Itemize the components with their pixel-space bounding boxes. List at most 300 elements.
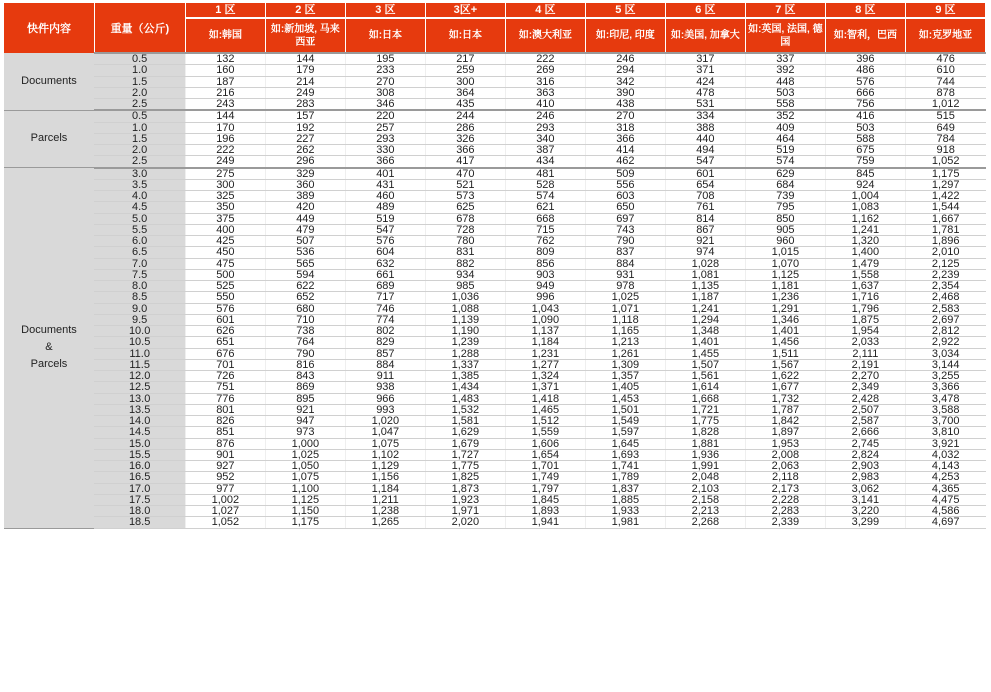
weight-cell: 17.0 <box>94 483 185 494</box>
table-row <box>4 483 986 494</box>
price-cell: 2,125 <box>905 258 985 269</box>
price-cell: 1,732 <box>745 393 825 404</box>
price-cell: 515 <box>905 110 985 122</box>
price-cell: 715 <box>505 224 585 235</box>
zone-1-header: 1 区 <box>185 3 265 18</box>
price-cell: 366 <box>585 133 665 144</box>
table-body <box>4 53 986 528</box>
price-cell: 1,052 <box>905 156 985 168</box>
weight-cell: 17.5 <box>94 494 185 505</box>
weight-cell: 12.5 <box>94 382 185 393</box>
price-cell: 330 <box>345 145 425 156</box>
table-row <box>4 99 986 111</box>
price-cell: 1,532 <box>425 404 505 415</box>
price-cell: 2,268 <box>665 517 745 528</box>
price-cell: 1,320 <box>825 236 905 247</box>
price-cell: 882 <box>425 258 505 269</box>
price-cell: 1,936 <box>665 449 745 460</box>
price-cell: 375 <box>185 213 265 224</box>
weight-cell: 11.0 <box>94 348 185 359</box>
price-cell: 2,507 <box>825 404 905 415</box>
price-cell: 550 <box>185 292 265 303</box>
table-row <box>4 213 986 224</box>
price-cell: 1,422 <box>905 191 985 202</box>
price-cell: 410 <box>505 99 585 111</box>
price-cell: 500 <box>185 269 265 280</box>
price-cell: 814 <box>665 213 745 224</box>
table-row <box>4 371 986 382</box>
price-cell: 1,893 <box>505 506 585 517</box>
price-cell: 363 <box>505 87 585 98</box>
price-cell: 1,346 <box>745 314 825 325</box>
zone-5-header: 5 区 <box>585 3 665 18</box>
weight-cell: 6.5 <box>94 247 185 258</box>
price-cell: 884 <box>345 359 425 370</box>
price-cell: 325 <box>185 191 265 202</box>
price-cell: 1,749 <box>505 472 585 483</box>
price-cell: 1,125 <box>265 494 345 505</box>
price-cell: 1,456 <box>745 337 825 348</box>
price-cell: 1,727 <box>425 449 505 460</box>
weight-cell: 15.0 <box>94 438 185 449</box>
price-cell: 1,118 <box>585 314 665 325</box>
price-cell: 2,283 <box>745 506 825 517</box>
price-cell: 1,954 <box>825 326 905 337</box>
table-row <box>4 404 986 415</box>
weight-cell: 16.5 <box>94 472 185 483</box>
price-cell: 1,567 <box>745 359 825 370</box>
price-cell: 2,339 <box>745 517 825 528</box>
price-cell: 1,027 <box>185 506 265 517</box>
price-cell: 2,118 <box>745 472 825 483</box>
price-cell: 1,606 <box>505 438 585 449</box>
price-cell: 826 <box>185 416 265 427</box>
price-cell: 903 <box>505 269 585 280</box>
price-cell: 340 <box>505 133 585 144</box>
price-cell: 761 <box>665 202 745 213</box>
price-cell: 300 <box>185 179 265 190</box>
price-cell: 286 <box>425 122 505 133</box>
price-cell: 521 <box>425 179 505 190</box>
price-cell: 1,088 <box>425 303 505 314</box>
zone-7-example: 如:英国, 法国, 德国 <box>745 18 825 53</box>
price-cell: 1,100 <box>265 483 345 494</box>
price-cell: 352 <box>745 110 825 122</box>
price-cell: 1,479 <box>825 258 905 269</box>
price-cell: 3,220 <box>825 506 905 517</box>
price-cell: 519 <box>745 145 825 156</box>
price-cell: 1,175 <box>265 517 345 528</box>
price-cell: 1,025 <box>265 449 345 460</box>
table-row <box>4 168 986 180</box>
price-cell: 949 <box>505 281 585 292</box>
price-cell: 387 <box>505 145 585 156</box>
price-cell: 744 <box>905 76 985 87</box>
price-cell: 728 <box>425 224 505 235</box>
price-cell: 1,597 <box>585 427 665 438</box>
price-cell: 1,324 <box>505 371 585 382</box>
price-cell: 1,933 <box>585 506 665 517</box>
price-cell: 2,354 <box>905 281 985 292</box>
price-cell: 262 <box>265 145 345 156</box>
price-cell: 746 <box>345 303 425 314</box>
zone-2-example: 如:新加坡, 马来西亚 <box>265 18 345 53</box>
price-cell: 464 <box>745 133 825 144</box>
price-cell: 795 <box>745 202 825 213</box>
category-label: Parcels <box>30 358 68 371</box>
table-row <box>4 449 986 460</box>
price-cell: 1,549 <box>585 416 665 427</box>
weight-cell: 15.5 <box>94 449 185 460</box>
price-cell: 689 <box>345 281 425 292</box>
table-row <box>4 65 986 76</box>
price-cell: 401 <box>345 168 425 180</box>
table-row <box>4 416 986 427</box>
weight-cell: 6.0 <box>94 236 185 247</box>
price-cell: 985 <box>425 281 505 292</box>
price-cell: 2,063 <box>745 461 825 472</box>
price-cell: 603 <box>585 191 665 202</box>
price-cell: 346 <box>345 99 425 111</box>
price-cell: 574 <box>745 156 825 168</box>
price-cell: 911 <box>345 371 425 382</box>
price-cell: 776 <box>185 393 265 404</box>
price-cell: 1,162 <box>825 213 905 224</box>
price-cell: 1,465 <box>505 404 585 415</box>
price-cell: 1,837 <box>585 483 665 494</box>
price-cell: 1,434 <box>425 382 505 393</box>
zone-9-example: 如:克罗地亚 <box>905 18 985 53</box>
price-cell: 196 <box>185 133 265 144</box>
price-cell: 676 <box>185 348 265 359</box>
price-cell: 187 <box>185 76 265 87</box>
price-cell: 417 <box>425 156 505 168</box>
price-cell: 739 <box>745 191 825 202</box>
price-cell: 1,357 <box>585 371 665 382</box>
category-cell <box>4 110 95 167</box>
price-cell: 726 <box>185 371 265 382</box>
price-cell: 1,000 <box>265 438 345 449</box>
price-cell: 1,581 <box>425 416 505 427</box>
table-row <box>4 461 986 472</box>
zone-7-header: 7 区 <box>745 3 825 18</box>
category-header: 快件内容 <box>4 3 95 53</box>
price-cell: 1,716 <box>825 292 905 303</box>
price-cell: 1,873 <box>425 483 505 494</box>
price-cell: 947 <box>265 416 345 427</box>
zone-3plus-example: 如:日本 <box>425 18 505 53</box>
price-cell: 1,453 <box>585 393 665 404</box>
price-cell: 1,789 <box>585 472 665 483</box>
table-row <box>4 506 986 517</box>
price-cell: 784 <box>905 133 985 144</box>
price-cell: 2,033 <box>825 337 905 348</box>
price-cell: 1,455 <box>665 348 745 359</box>
price-cell: 1,825 <box>425 472 505 483</box>
price-cell: 1,211 <box>345 494 425 505</box>
price-cell: 317 <box>665 53 745 65</box>
price-cell: 270 <box>345 76 425 87</box>
price-cell: 364 <box>425 87 505 98</box>
weight-cell: 16.0 <box>94 461 185 472</box>
table-row <box>4 156 986 168</box>
price-cell: 1,881 <box>665 438 745 449</box>
price-cell: 743 <box>585 224 665 235</box>
category-label: Parcels <box>30 132 68 145</box>
price-cell: 1,614 <box>665 382 745 393</box>
price-cell: 435 <box>425 99 505 111</box>
price-cell: 710 <box>265 314 345 325</box>
price-cell: 576 <box>825 76 905 87</box>
weight-cell: 3.0 <box>94 168 185 180</box>
price-cell: 294 <box>585 65 665 76</box>
price-cell: 1,797 <box>505 483 585 494</box>
price-cell: 1,012 <box>905 99 985 111</box>
price-cell: 1,741 <box>585 461 665 472</box>
price-cell: 1,184 <box>505 337 585 348</box>
price-cell: 2,103 <box>665 483 745 494</box>
price-cell: 601 <box>665 168 745 180</box>
price-cell: 878 <box>905 87 985 98</box>
price-cell: 901 <box>185 449 265 460</box>
price-cell: 3,810 <box>905 427 985 438</box>
price-cell: 1,137 <box>505 326 585 337</box>
price-cell: 296 <box>265 156 345 168</box>
table-row <box>4 133 986 144</box>
price-cell: 470 <box>425 168 505 180</box>
price-cell: 1,897 <box>745 427 825 438</box>
price-cell: 1,150 <box>265 506 345 517</box>
price-cell: 1,081 <box>665 269 745 280</box>
price-cell: 1,102 <box>345 449 425 460</box>
price-cell: 2,213 <box>665 506 745 517</box>
price-cell: 1,297 <box>905 179 985 190</box>
weight-cell: 0.5 <box>94 53 185 65</box>
price-cell: 1,213 <box>585 337 665 348</box>
price-cell: 790 <box>585 236 665 247</box>
price-cell: 604 <box>345 247 425 258</box>
zone-8-example: 如:智利，巴西 <box>825 18 905 53</box>
price-cell: 918 <box>905 145 985 156</box>
weight-cell: 1.0 <box>94 122 185 133</box>
price-cell: 2,191 <box>825 359 905 370</box>
weight-cell: 10.5 <box>94 337 185 348</box>
price-cell: 1,190 <box>425 326 505 337</box>
zone-9-header: 9 区 <box>905 3 985 18</box>
price-cell: 701 <box>185 359 265 370</box>
price-cell: 1,483 <box>425 393 505 404</box>
price-cell: 927 <box>185 461 265 472</box>
weight-cell: 5.0 <box>94 213 185 224</box>
price-cell: 366 <box>345 156 425 168</box>
weight-cell: 13.0 <box>94 393 185 404</box>
weight-cell: 9.5 <box>94 314 185 325</box>
price-cell: 1,181 <box>745 281 825 292</box>
price-cell: 1,654 <box>505 449 585 460</box>
table-row <box>4 438 986 449</box>
price-cell: 160 <box>185 65 265 76</box>
table-row <box>4 382 986 393</box>
price-cell: 780 <box>425 236 505 247</box>
price-cell: 1,953 <box>745 438 825 449</box>
price-cell: 222 <box>185 145 265 156</box>
price-cell: 329 <box>265 168 345 180</box>
price-cell: 1,629 <box>425 427 505 438</box>
price-cell: 2,428 <box>825 393 905 404</box>
price-cell: 625 <box>425 202 505 213</box>
price-cell: 931 <box>585 269 665 280</box>
price-cell: 1,885 <box>585 494 665 505</box>
table-header <box>4 3 986 53</box>
price-cell: 157 <box>265 110 345 122</box>
price-cell: 1,002 <box>185 494 265 505</box>
price-cell: 1,309 <box>585 359 665 370</box>
price-cell: 478 <box>665 87 745 98</box>
price-cell: 222 <box>505 53 585 65</box>
zone-8-header: 8 区 <box>825 3 905 18</box>
price-cell: 1,622 <box>745 371 825 382</box>
price-cell: 1,677 <box>745 382 825 393</box>
price-cell: 1,559 <box>505 427 585 438</box>
price-cell: 1,043 <box>505 303 585 314</box>
price-cell: 392 <box>745 65 825 76</box>
weight-cell: 1.0 <box>94 65 185 76</box>
table-row <box>4 87 986 98</box>
price-cell: 227 <box>265 133 345 144</box>
weight-cell: 5.5 <box>94 224 185 235</box>
price-cell: 509 <box>585 168 665 180</box>
price-cell: 1,787 <box>745 404 825 415</box>
price-cell: 1,241 <box>665 303 745 314</box>
table-row <box>4 337 986 348</box>
price-cell: 2,697 <box>905 314 985 325</box>
zone-2-header: 2 区 <box>265 3 345 18</box>
price-cell: 4,475 <box>905 494 985 505</box>
price-cell: 960 <box>745 236 825 247</box>
table-row <box>4 224 986 235</box>
price-cell: 1,512 <box>505 416 585 427</box>
price-cell: 416 <box>825 110 905 122</box>
price-cell: 652 <box>265 292 345 303</box>
price-cell: 921 <box>665 236 745 247</box>
price-cell: 2,239 <box>905 269 985 280</box>
price-cell: 1,231 <box>505 348 585 359</box>
price-cell: 440 <box>665 133 745 144</box>
price-cell: 1,175 <box>905 168 985 180</box>
price-cell: 1,075 <box>265 472 345 483</box>
price-cell: 1,679 <box>425 438 505 449</box>
price-cell: 573 <box>425 191 505 202</box>
price-cell: 396 <box>825 53 905 65</box>
price-cell: 3,700 <box>905 416 985 427</box>
price-cell: 144 <box>265 53 345 65</box>
price-cell: 1,418 <box>505 393 585 404</box>
price-cell: 1,828 <box>665 427 745 438</box>
price-cell: 507 <box>265 236 345 247</box>
price-cell: 829 <box>345 337 425 348</box>
price-cell: 1,845 <box>505 494 585 505</box>
weight-cell: 1.5 <box>94 133 185 144</box>
price-cell: 400 <box>185 224 265 235</box>
price-cell: 594 <box>265 269 345 280</box>
price-cell: 350 <box>185 202 265 213</box>
price-cell: 651 <box>185 337 265 348</box>
price-cell: 1,020 <box>345 416 425 427</box>
price-cell: 973 <box>265 427 345 438</box>
price-cell: 2,270 <box>825 371 905 382</box>
price-cell: 3,062 <box>825 483 905 494</box>
price-cell: 195 <box>345 53 425 65</box>
price-cell: 666 <box>825 87 905 98</box>
price-cell: 934 <box>425 269 505 280</box>
price-cell: 179 <box>265 65 345 76</box>
zone-5-example: 如:印尼, 印度 <box>585 18 665 53</box>
zone-4-example: 如:澳大利亚 <box>505 18 585 53</box>
price-cell: 565 <box>265 258 345 269</box>
price-cell: 1,781 <box>905 224 985 235</box>
table-row <box>4 472 986 483</box>
price-cell: 661 <box>345 269 425 280</box>
price-cell: 831 <box>425 247 505 258</box>
price-cell: 1,135 <box>665 281 745 292</box>
price-cell: 366 <box>425 145 505 156</box>
zone-name-row <box>4 3 986 18</box>
price-cell: 2,587 <box>825 416 905 427</box>
price-cell: 668 <box>505 213 585 224</box>
price-cell: 462 <box>585 156 665 168</box>
price-cell: 1,036 <box>425 292 505 303</box>
weight-cell: 11.5 <box>94 359 185 370</box>
rate-table <box>3 3 986 529</box>
price-cell: 1,701 <box>505 461 585 472</box>
price-cell: 1,288 <box>425 348 505 359</box>
price-cell: 1,083 <box>825 202 905 213</box>
price-cell: 977 <box>185 483 265 494</box>
price-cell: 308 <box>345 87 425 98</box>
weight-cell: 4.0 <box>94 191 185 202</box>
price-cell: 1,775 <box>665 416 745 427</box>
price-cell: 966 <box>345 393 425 404</box>
table-row <box>4 314 986 325</box>
price-cell: 503 <box>745 87 825 98</box>
price-cell: 756 <box>825 99 905 111</box>
price-cell: 2,349 <box>825 382 905 393</box>
price-cell: 801 <box>185 404 265 415</box>
price-cell: 867 <box>665 224 745 235</box>
price-cell: 884 <box>585 258 665 269</box>
price-cell: 816 <box>265 359 345 370</box>
price-cell: 1,129 <box>345 461 425 472</box>
price-cell: 257 <box>345 122 425 133</box>
price-cell: 574 <box>505 191 585 202</box>
price-cell: 1,775 <box>425 461 505 472</box>
price-cell: 2,008 <box>745 449 825 460</box>
price-cell: 558 <box>745 99 825 111</box>
price-cell: 4,032 <box>905 449 985 460</box>
price-cell: 476 <box>905 53 985 65</box>
price-cell: 3,255 <box>905 371 985 382</box>
price-cell: 751 <box>185 382 265 393</box>
price-cell: 809 <box>505 247 585 258</box>
weight-cell: 12.0 <box>94 371 185 382</box>
price-cell: 680 <box>265 303 345 314</box>
category-cell <box>4 53 95 110</box>
price-cell: 1,187 <box>665 292 745 303</box>
price-cell: 214 <box>265 76 345 87</box>
weight-cell: 2.5 <box>94 99 185 111</box>
table-row <box>4 359 986 370</box>
price-cell: 952 <box>185 472 265 483</box>
